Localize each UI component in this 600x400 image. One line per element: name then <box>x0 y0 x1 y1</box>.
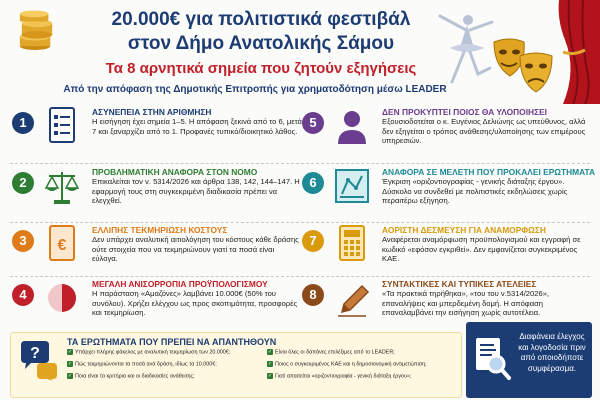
callout-text: Διαφάνεια έλεγχος και λογοδοσία πριν από οποιοδήποτε συμφέρασμα. <box>518 332 586 373</box>
question-item: ✓ Πώς τεκμηριώνονται τα ποσά ανά δράση, ιδίως τα 10.000€; <box>67 361 217 368</box>
question-item: ✓ Ποια είναι τα κριτήρια και οι διαδικασίες ανάθεσης; <box>67 373 195 380</box>
issue-title: ΔΕΝ ΠΡΟΚΥΠΤΕΙ ΠΟΙΟΣ ΘΑ ΥΛΟΠΟΙΗΣΕΙ <box>382 107 548 117</box>
issue-title: ΑΝΑΦΟΡΑ ΣΕ ΜΕΛΕΤΗ ΠΟΥ ΠΡΟΚΑΛΕΙ ΕΡΩΤΗΜΑΤΑ <box>382 167 596 177</box>
issue-number: 5 <box>302 112 324 134</box>
issue-item-4 <box>10 278 302 334</box>
issue-text: Αναφέρεται αναμόρφωση προϋπολογισμού και εγγραφή σε κωδικό «εφόσον εγκριθεί». Δεν εμφανίζεται συγκεκριμένος ΚΑΕ. <box>382 235 581 264</box>
svg-text:?: ? <box>30 345 40 362</box>
question-item: ✓ Γιατί απαιτείται «οριζοντιογραφία - γενική διάταξη έργου»; <box>267 373 412 380</box>
magnifier-document-icon <box>472 336 512 382</box>
check-icon: ✓ <box>67 349 73 355</box>
question-item: ✓ Ποιος ο συγκεκριμένος ΚΑΕ και η δημοσιονομική αντιμετώπιση; <box>267 361 427 368</box>
check-icon: ✓ <box>67 361 73 367</box>
issue-item-1 <box>10 106 302 162</box>
issue-item-5 <box>300 106 592 162</box>
issue-title: ΠΡΟΒΛΗΜΑΤΙΚΗ ΑΝΑΦΟΡΑ ΣΤΟΝ ΝΟΜΟ <box>92 167 258 177</box>
check-icon: ✓ <box>267 373 273 379</box>
issue-number: 3 <box>12 230 34 252</box>
issue-text: Επικαλείται τον ν. 5314/2026 και άρθρα 138, 142, 144–147. Η εφαρμογή τους στη συγκεκριμένη διαδικασία πρέπει να ελεγχθεί. <box>92 177 300 206</box>
questions-box <box>10 332 462 398</box>
issue-number: 7 <box>302 230 324 252</box>
issue-title: ΑΟΡΙΣΤΗ ΔΕΣΜΕΥΣΗ ΓΙΑ ΑΝΑΜΟΡΦΩΣΗ <box>382 225 546 235</box>
check-icon: ✓ <box>267 361 273 367</box>
issue-text: Δεν υπάρχει αναλυτική αιτιολόγηση του κόστους κάθε δράσης ούτε στοιχεία που να τεκμηριώνουν γιατί τα ποσά είναι εύλογα. <box>92 235 299 264</box>
issue-number: 4 <box>12 284 34 306</box>
speech-bubbles-icon <box>19 341 59 381</box>
divider <box>10 163 590 164</box>
document-list-icon <box>44 106 80 148</box>
svg-text:€: € <box>57 237 67 254</box>
issue-item-7 <box>300 224 592 280</box>
page-title-line1: 20.000€ για πολιτιστικά φεστιβάλ <box>111 9 411 30</box>
theatre-masks-icon <box>490 36 556 98</box>
check-icon: ✓ <box>67 373 73 379</box>
issue-item-6 <box>300 166 596 222</box>
question-item: ✓ Υπάρχει πλήρης φάκελος με αναλυτική τεκμηρίωση των 20.000€; <box>67 349 231 356</box>
source-line: Από την απόφαση της Δημοτικής Επιτροπής για χρηματοδότηση μέσω LEADER <box>63 84 447 95</box>
page-subtitle: Τα 8 αρνητικά σημεία που ζητούν εξηγήσεις <box>105 60 417 77</box>
issue-item-3 <box>10 224 302 280</box>
page-title-line2: στον Δήμο Ανατολικής Σάμου <box>127 33 395 54</box>
transparency-callout <box>466 322 592 398</box>
question-item: ✓ Είναι όλες οι δαπάνες επιλέξιμες από το LEADER; <box>267 349 395 356</box>
issue-number: 6 <box>302 172 324 194</box>
header <box>0 0 600 104</box>
issue-item-2 <box>10 166 302 222</box>
issue-number: 8 <box>302 284 324 306</box>
issue-title: ΑΣΥΝΕΠΕΙΑ ΣΤΗΝ ΑΡΙΘΜΗΣΗ <box>92 107 212 117</box>
pie-chart-icon <box>44 278 80 320</box>
issue-title: ΕΛΛΙΠΗΣ ΤΕΚΜΗΡΙΩΣΗ ΚΟΣΤΟΥΣ <box>92 225 228 235</box>
pen-icon <box>334 278 370 320</box>
issue-number: 1 <box>12 112 34 134</box>
scales-icon <box>44 166 80 208</box>
issue-text: Έγκριση «οριζοντιογραφίας - γενικής διάταξης έργου». Δύσκολο να συνδεθεί με πολιτιστικές εκδηλώσεις χωρίς περαιτέρω εξήγηση. <box>382 177 568 206</box>
questions-title: ΤΑ ΕΡΩΤΗΜΑΤΑ ΠΟΥ ΠΡΕΠΕΙ ΝΑ ΑΠΑΝΤΗΘΟΥΝ <box>67 337 277 347</box>
issue-text: Εξουσιοδοτείται ο κ. Ευγένιος Δελιώνης ως υπεύθυνος, αλλά δεν εξηγείται ο τρόπος ανάθεσης/υλοποίησης των επιμέρους υπηρεσιών. <box>382 117 586 146</box>
issue-title: ΣΥΝΤΑΚΤΙΚΕΣ ΚΑΙ ΤΥΠΙΚΕΣ ΑΤΕΛΕΙΕΣ <box>382 279 537 289</box>
issue-text: Η εισήγηση έχει σημεία 1–5. Η απόφαση ξεκινά από το 6, μετά 7 και ξαναρχίζει από το 1. Προφανές τυπικό/διοικητικό λάθος. <box>92 117 302 136</box>
stage-curtain-icon <box>555 0 600 104</box>
issue-text: Η παράσταση «Αμαζόνες» λαμβάνει 10.000€ (50% του συνόλου). Χρήζει ελέγχου ως προς σκοπιμότητα, προσφορές και τεκμηρίωση. <box>92 289 298 318</box>
issue-number: 2 <box>12 172 34 194</box>
issue-text: «Τα πρακτικά τηρήθηκα», «του του ν.5314/2026», επαναλήψεις και μπερδεμένη δομή. Η απόφαση επαναλαμβάνει την εισήγηση χωρίς αυτοτέλεια. <box>382 289 550 318</box>
calculator-icon <box>334 224 370 266</box>
person-icon <box>334 106 370 148</box>
check-icon: ✓ <box>267 349 273 355</box>
euro-document-icon <box>44 224 80 266</box>
issue-title: ΜΕΓΑΛΗ ΑΝΙΣΟΡΡΟΠΙΑ ΠΡΟΫΠΟΛΟΓΙΣΜΟΥ <box>92 279 268 289</box>
divider <box>10 222 590 223</box>
blueprint-icon <box>334 166 370 208</box>
divider <box>10 276 590 277</box>
